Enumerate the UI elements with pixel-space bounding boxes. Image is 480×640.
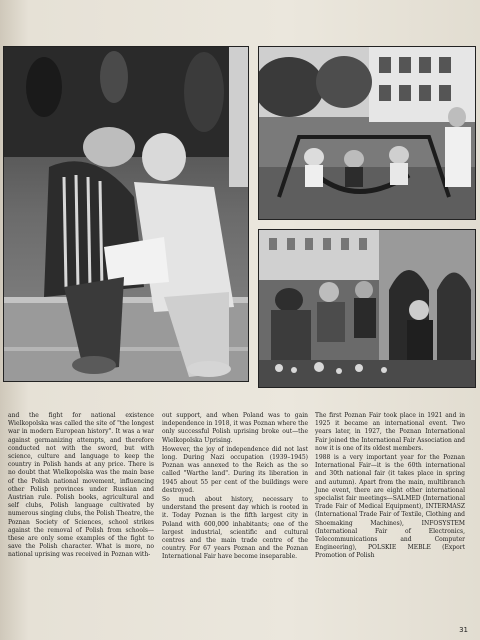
article-paragraph: The first Poznan Fair took place in 1921 and in 1925 it became an international event. Two years later, in 1927, the Poznan International Fair joined the International Fair Association and now it is one of its oldest members. <box>315 412 466 452</box>
photo-flea-market-image <box>259 230 475 387</box>
photo-children-playground-image <box>259 47 475 219</box>
photo-couple-on-steps-image <box>4 47 248 381</box>
article-paragraph: However, the joy of independence did not last long. During Nazi occupation (1939–1945) Poznan was annexed to the Reich as the so called "Warthe land". During its liberation in 1945 about 55 per cent of the buildings were destroyed. <box>162 445 308 494</box>
article-column-3 <box>315 412 465 562</box>
photo-couple-on-steps <box>3 46 249 382</box>
photo-children-playground <box>258 46 476 220</box>
article-paragraph: out support, and when Poland was to gain independence in 1918, it was Poznan where the only successful Polish uprising broke out—the Wielkopolska Uprising. <box>162 412 308 444</box>
article-column-1 <box>8 412 154 561</box>
article-paragraph: So much about history, necessary to understand the present day which is rooted in it. Today Poznan is the fifth largest city in Poland with 600,000 inhabitants; one of the largest industrial, scientific and cultural centres and the main trade centre of the country. For 67 years Poznan and the Poznan International Fair have become inseparable. <box>162 496 308 561</box>
article-paragraph: 1988 is a very important year for the Poznan International Fair—it is the 60th international and 30th national fair (it takes place in spring and autumn). Apart from the main, multibranch June event, there are eight other international specialist fair meetings—SALMED (International Trade Fair of Medical Equipment), INTERMASZ (International Trade Fair of Textile, Clothing and Shoemaking Machines), INFOSYSTEM (International Fair of Electronics, Telecommunications and Computer Engineering), POLSKIE MEBLE (Export Promotion of Polish <box>315 454 465 560</box>
article-column-2 <box>162 412 308 563</box>
page-number: 31 <box>459 626 468 634</box>
photo-flea-market <box>258 229 476 388</box>
article-paragraph: and the fight for national existence Wielkopolska was called the site of "the longest war in modern European history". It was a war against germanizing attempts, and therefore conducted not with the sword, but with science, culture and language to keep the country in Polish hands at any price. There is no doubt that Wielkopolska was the main base of the Polish national movement, influencing other Polish provinces under Russian and Austrian rule. Polish books, agricultural and self clubs, Polish language cultivated by numerous singing clubs, the Polish Theatre, the Poznan Society of Sciences, school strikes against the removal of Polish from schools—these are only some examples of the fight to save the Polish character. What is more, no national uprising was received in Poznan with- <box>8 412 154 559</box>
